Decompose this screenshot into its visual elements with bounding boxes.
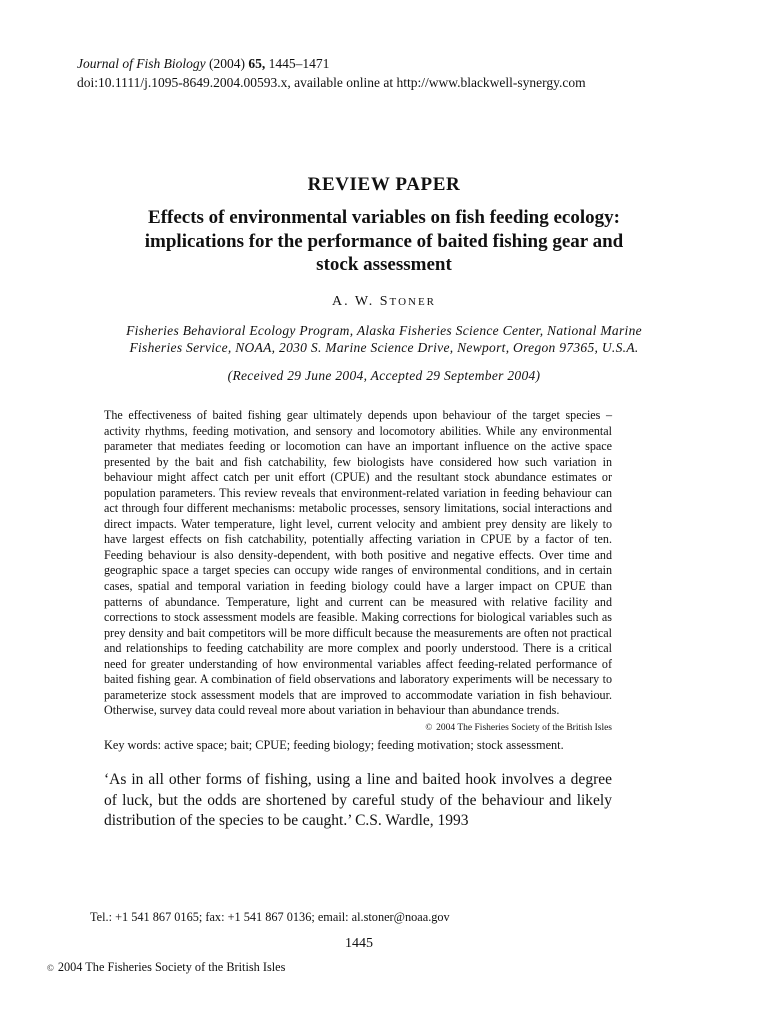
abstract-text: The effectiveness of baited fishing gear ultimately depends upon behaviour of the target species – activity rhythms, feeding motivation, and sensory and locomotory abilities. While any environmental parameter that mediates feeding or locomotion can have an important influence on the active space presented by the bait and fish catchability, few biologists have considered how such variation in behaviour might affect catch per unit effort (CPUE) and the resultant stock abundance estimates or population parameters. This review reveals that environment-related variation in feeding behaviour can act through four different mechanisms: metabolic processes, sensory limitations, social interactions and direct impacts. Water temperature, light level, current velocity and ambient prey density are likely to have largest effects on fish catchability, potentially affecting variation in CPUE by a factor of ten. Feeding behaviour is also density-dependent, with both positive and negative effects. Over time and geographic space a target species can occupy wide ranges of environmental conditions, and in certain cases, spatial and temporal variation in feeding biology could have a larger impact on CPUE than patterns of abundance. Temperature, light and current can be measured with relative facility and corrections to stock assessment models are feasible. Making corrections for biological variables such as prey density and bait competitors will be more difficult because the measurements are often not practical and relationships to feeding catchability are more complex and poorly understood. There is a critical need for greater understanding of how environmental variables affect feeding-related performance of baited fishing gear. A combination of field observations and laboratory experiments will be necessary to parameterize stock assessment models that are improved to accommodate variation in fish behaviour. Otherwise, survey data could reveal more about variation in behaviour than abundance trends. xyxy=(104,408,612,718)
citation-volume: 65, xyxy=(248,56,266,71)
affiliation: Fisheries Behavioral Ecology Program, Alaska Fisheries Science Center, National Marine Fisheries Service, NOAA, 2030 S. Marine Science Drive, Newport, Oregon 97365, U.S.A. xyxy=(126,322,642,355)
author xyxy=(0,294,768,310)
doi-line: doi:10.1111/j.1095-8649.2004.00593.x, available online at http://www.blackwell-synergy.com xyxy=(77,75,586,90)
paper-title: Effects of environmental variables on fish feeding ecology: implications for the performance of baited fishing gear and stock assessment xyxy=(144,207,624,275)
author-contact-footnote: Tel.: +1 541 867 0165; fax: +1 541 867 0136; email: al.stoner@noaa.gov xyxy=(90,910,450,924)
citation-header xyxy=(77,54,586,92)
citation-pages: 1445–1471 xyxy=(268,56,330,71)
footer-copyright xyxy=(47,960,285,975)
received-dates: (Received 29 June 2004, Accepted 29 September 2004) xyxy=(227,367,541,383)
paper-type: REVIEW PAPER xyxy=(307,174,461,195)
copyright-icon: © xyxy=(47,963,54,973)
keywords: Key words: active space; bait; CPUE; feeding biology; feeding motivation; stock assessment. xyxy=(104,738,564,752)
citation-line xyxy=(77,54,586,73)
journal-name: Journal of Fish Biology xyxy=(77,56,206,71)
abstract-copyright xyxy=(425,720,612,737)
heading-block xyxy=(0,174,768,384)
abstract-copyright-text: 2004 The Fisheries Society of the British Isles xyxy=(436,722,612,733)
citation-year: (2004) xyxy=(209,56,245,71)
epigraph: ‘As in all other forms of fishing, using a line and baited hook involves a degree of luck, but the odds are shortened by careful study of the behaviour and likely distribution of the species to be caught.’ C.S. Wardle, 1993 xyxy=(104,771,612,829)
footer-copyright-text: 2004 The Fisheries Society of the British Isles xyxy=(57,960,286,974)
page-number: 1445 xyxy=(345,936,373,951)
author-initials: A. W. S xyxy=(331,293,390,309)
author-surname-smallcaps: TONER xyxy=(389,295,437,308)
copyright-icon: © xyxy=(425,721,433,732)
abstract xyxy=(104,408,612,736)
